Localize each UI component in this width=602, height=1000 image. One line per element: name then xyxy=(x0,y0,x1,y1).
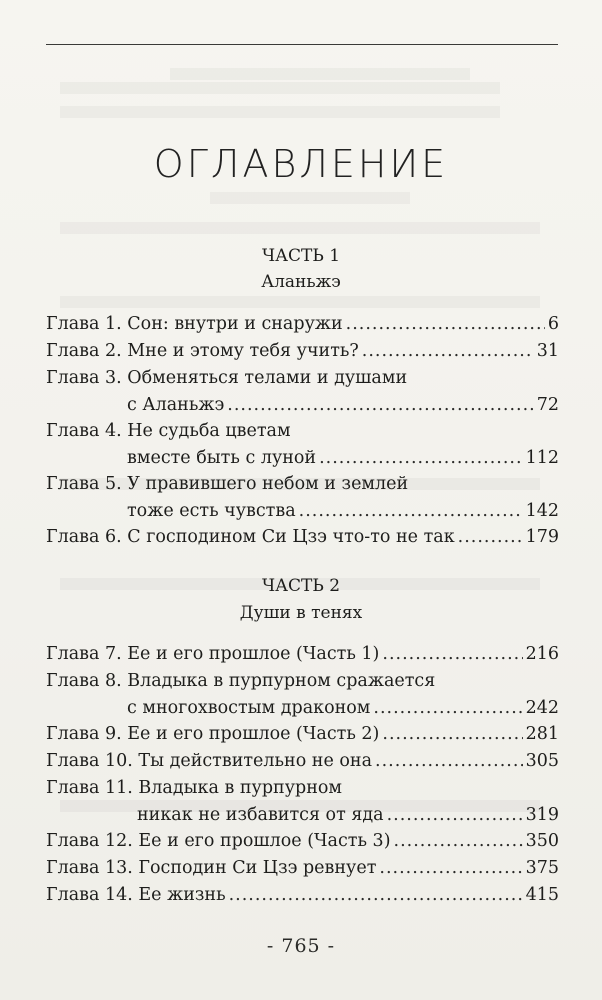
chapter-label: Глава 4. xyxy=(46,421,122,441)
chapter-label: Глава 12. xyxy=(46,831,133,851)
part-1-subtitle: Аланьжэ xyxy=(261,272,341,292)
dot-leader xyxy=(299,499,523,523)
chapter-label: Глава 11. xyxy=(46,778,133,798)
toc-entry-chapter-11[interactable] xyxy=(46,776,559,827)
dot-leader xyxy=(319,446,522,470)
chapter-label: Глава 10. xyxy=(46,751,133,771)
chapter-title: Ее и его прошлое (Часть 3) xyxy=(138,831,391,851)
dot-leader xyxy=(346,312,545,336)
chapter-label: Глава 7. xyxy=(46,644,122,664)
toc-entry-chapter-8[interactable] xyxy=(46,669,559,720)
toc-entry-chapter-14[interactable] xyxy=(46,883,559,907)
chapter-title: Ее и его прошлое (Часть 1) xyxy=(127,644,380,664)
chapter-page-number: 179 xyxy=(525,527,559,547)
bleed-through-mark xyxy=(60,296,540,308)
bleed-through-mark xyxy=(60,82,500,94)
dot-leader xyxy=(382,642,522,666)
part-2-subtitle: Души в тенях xyxy=(239,603,363,623)
bleed-through-mark xyxy=(60,106,500,118)
chapter-title: С господином Си Цзэ что-то не так xyxy=(127,527,455,547)
chapter-title: Владыка в пурпурном xyxy=(138,778,343,798)
toc-entry-chapter-3[interactable] xyxy=(46,366,559,417)
chapter-page-number: 72 xyxy=(536,395,559,415)
dot-leader xyxy=(373,696,522,720)
chapter-label: Глава 14. xyxy=(46,885,133,905)
dot-leader xyxy=(458,525,523,549)
chapter-page-number: 31 xyxy=(536,341,559,361)
chapter-page-number: 242 xyxy=(525,698,559,718)
chapter-label: Глава 8. xyxy=(46,671,122,691)
chapter-label: Глава 5. xyxy=(46,474,122,494)
toc-entry-chapter-5[interactable] xyxy=(46,472,559,523)
bleed-through-mark xyxy=(170,68,470,80)
chapter-title-continuation: вместе быть с луной xyxy=(127,448,317,468)
toc-entry-chapter-1[interactable] xyxy=(46,312,559,336)
toc-entry-chapter-9[interactable] xyxy=(46,722,559,746)
chapter-title: Ее жизнь xyxy=(138,885,226,905)
chapter-title: У правившего небом и землей xyxy=(127,474,409,494)
chapter-title: Ее и его прошлое (Часть 2) xyxy=(127,724,380,744)
chapter-page-number: 281 xyxy=(525,724,559,744)
chapter-page-number: 142 xyxy=(525,501,559,521)
dot-leader xyxy=(394,829,523,853)
chapter-title: Сон: внутри и снаружи xyxy=(127,314,343,334)
chapter-title: Мне и этому тебя учить? xyxy=(127,341,359,361)
chapter-page-number: 319 xyxy=(525,805,559,825)
chapter-page-number: 305 xyxy=(525,751,559,771)
toc-entry-chapter-4[interactable] xyxy=(46,419,559,470)
toc-entry-chapter-6[interactable] xyxy=(46,525,559,549)
chapter-title: Ты действительно не она xyxy=(138,751,373,771)
chapter-page-number: 375 xyxy=(525,858,559,878)
toc-entry-chapter-2[interactable] xyxy=(46,339,559,363)
chapter-title: Владыка в пурпурном сражается xyxy=(127,671,436,691)
chapter-page-number: 112 xyxy=(525,448,559,468)
toc-entry-chapter-10[interactable] xyxy=(46,749,559,773)
chapter-page-number: 415 xyxy=(525,885,559,905)
chapter-label: Глава 13. xyxy=(46,858,133,878)
chapter-page-number: 350 xyxy=(525,831,559,851)
chapter-label: Глава 9. xyxy=(46,724,122,744)
chapter-title: Не судьба цветам xyxy=(127,421,291,441)
toc-entry-chapter-7[interactable] xyxy=(46,642,559,666)
part-2-heading: ЧАСТЬ 2 xyxy=(261,576,341,596)
chapter-label: Глава 2. xyxy=(46,341,122,361)
dot-leader xyxy=(229,883,523,907)
toc-entry-chapter-12[interactable] xyxy=(46,829,559,853)
toc-title: ОГЛАВЛЕНИЕ xyxy=(153,142,449,186)
chapter-title-continuation: с многохвостым драконом xyxy=(127,698,371,718)
bleed-through-mark xyxy=(210,192,410,204)
chapter-title: Господин Си Цзэ ревнует xyxy=(138,858,377,878)
part-1-heading: ЧАСТЬ 1 xyxy=(261,246,341,266)
chapter-label: Глава 6. xyxy=(46,527,122,547)
dot-leader xyxy=(382,722,522,746)
dot-leader xyxy=(379,856,522,880)
chapter-title: Обменяться телами и душами xyxy=(127,368,408,388)
chapter-page-number: 216 xyxy=(525,644,559,664)
dot-leader xyxy=(387,803,523,827)
dot-leader xyxy=(362,339,534,363)
chapter-page-number: 6 xyxy=(547,314,559,334)
dot-leader xyxy=(375,749,523,773)
chapter-title-continuation: тоже есть чувства xyxy=(127,501,296,521)
page-number-folio: - 765 - xyxy=(266,935,336,957)
chapter-title-continuation: никак не избавится от яда xyxy=(137,805,384,825)
chapter-label: Глава 1. xyxy=(46,314,122,334)
chapter-label: Глава 3. xyxy=(46,368,122,388)
header-rule xyxy=(46,44,558,45)
bleed-through-mark xyxy=(60,222,540,234)
dot-leader xyxy=(227,393,533,417)
chapter-title-continuation: с Аланьжэ xyxy=(127,395,225,415)
toc-entry-chapter-13[interactable] xyxy=(46,856,559,880)
